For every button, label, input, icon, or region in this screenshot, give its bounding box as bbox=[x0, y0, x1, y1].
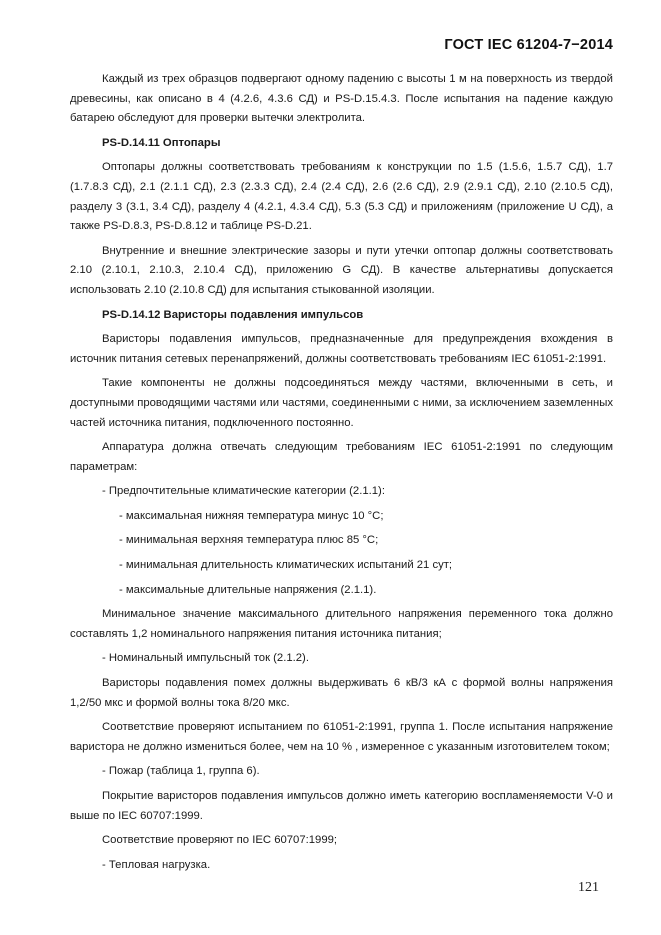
section-heading-varistors: PS-D.14.12 Варисторы подавления импульсов bbox=[102, 308, 364, 321]
section-heading-optocouplers: PS-D.14.11 Оптопары bbox=[102, 136, 221, 149]
paragraph: Варисторы подавления помех должны выдерживать 6 кВ/3 кА с формой волны напряжения 1,2/50 мкс и формой волны тока 8/20 мкс. bbox=[70, 677, 613, 709]
list-item: - Предпочтительные климатические категории (2.1.1): bbox=[102, 485, 385, 498]
paragraph: Оптопары должны соответствовать требованиям к конструкции по 1.5 (1.5.6, 1.5.7 СД), 1.7 (1.7.8.3 СД), 2.1 (2.1.1 СД), 2.3 (2.3.3 СД), 2.4 (2.4 СД), 2.6 (2.6 СД), 2.9 (2.9.1 СД), 2.10 (2.10.5 СД), разделу 3 (3.1, 3.4 СД), разделу 4 (4.2.1, 4.3.4 СД), 5.3 (5.3 СД) и приложениям (приложение U СД), а также PS-D.8.3, PS-D.8.12 и таблице PS-D.21. bbox=[70, 161, 613, 233]
paragraph: Минимальное значение максимального длительного напряжения переменного тока должно составлять 1,2 номинального напряжения питания источника питания; bbox=[70, 608, 613, 640]
paragraph: Соответствие проверяют испытанием по 61051-2:1991, группа 1. После испытания напряжение варистора не должно измениться более, чем на 10 % , измеренное с указанным изготовителем током; bbox=[70, 721, 613, 753]
list-subitem: - максимальные длительные напряжения (2.1.1). bbox=[119, 583, 377, 596]
paragraph: Варисторы подавления импульсов, предназначенные для предупреждения вхождения в источник питания сетевых перенапряжений, должны соответствовать требованиям IEC 61051-2:1991. bbox=[70, 333, 613, 365]
list-item: - Номинальный импульсный ток (2.1.2). bbox=[102, 652, 309, 665]
list-subitem: - минимальная верхняя температура плюс 85 °C; bbox=[119, 534, 379, 547]
paragraph: Каждый из трех образцов подвергают одному падению с высоты 1 м на поверхность из твердой древесины, как описано в 4 (4.2.6, 4.3.6 СД) и PS-D.15.4.3. После испытания на падение каждую батарею обследуют для проверки вытечки электролита. bbox=[70, 73, 613, 125]
paragraph: Покрытие варисторов подавления импульсов должно иметь категорию воспламеняемости V-0 и выше по IEC 60707:1999. bbox=[70, 790, 613, 822]
list-subitem: - максимальная нижняя температура минус 10 °C; bbox=[119, 509, 384, 522]
document-header: ГОСТ IEC 61204-7−2014 bbox=[444, 37, 613, 53]
paragraph: Такие компоненты не должны подсоединяться между частями, включенными в сеть, и доступными проводящими частями или частями, соединенными с ними, за исключением заземленных частей источника питания, подключенного постоянно. bbox=[70, 377, 613, 429]
paragraph: Аппаратура должна отвечать следующим требованиям IEC 61051-2:1991 по следующим параметрам: bbox=[70, 441, 613, 473]
paragraph: Внутренние и внешние электрические зазоры и пути утечки оптопар должны соответствовать 2.10 (2.10.1, 2.10.3, 2.10.4 СД), приложению G СД). В качестве альтернативы допускается использовать 2.10 (2.10.8 СД) для испытания стыкованной изоляции. bbox=[70, 244, 613, 296]
paragraph: Соответствие проверяют по IEC 60707:1999; bbox=[102, 834, 338, 847]
list-subitem: - минимальная длительность климатических испытаний 21 сут; bbox=[119, 559, 453, 572]
list-item: - Пожар (таблица 1, группа 6). bbox=[102, 765, 260, 778]
page-number: 121 bbox=[578, 880, 599, 895]
list-item: - Тепловая нагрузка. bbox=[102, 858, 211, 871]
document-body bbox=[70, 70, 613, 880]
